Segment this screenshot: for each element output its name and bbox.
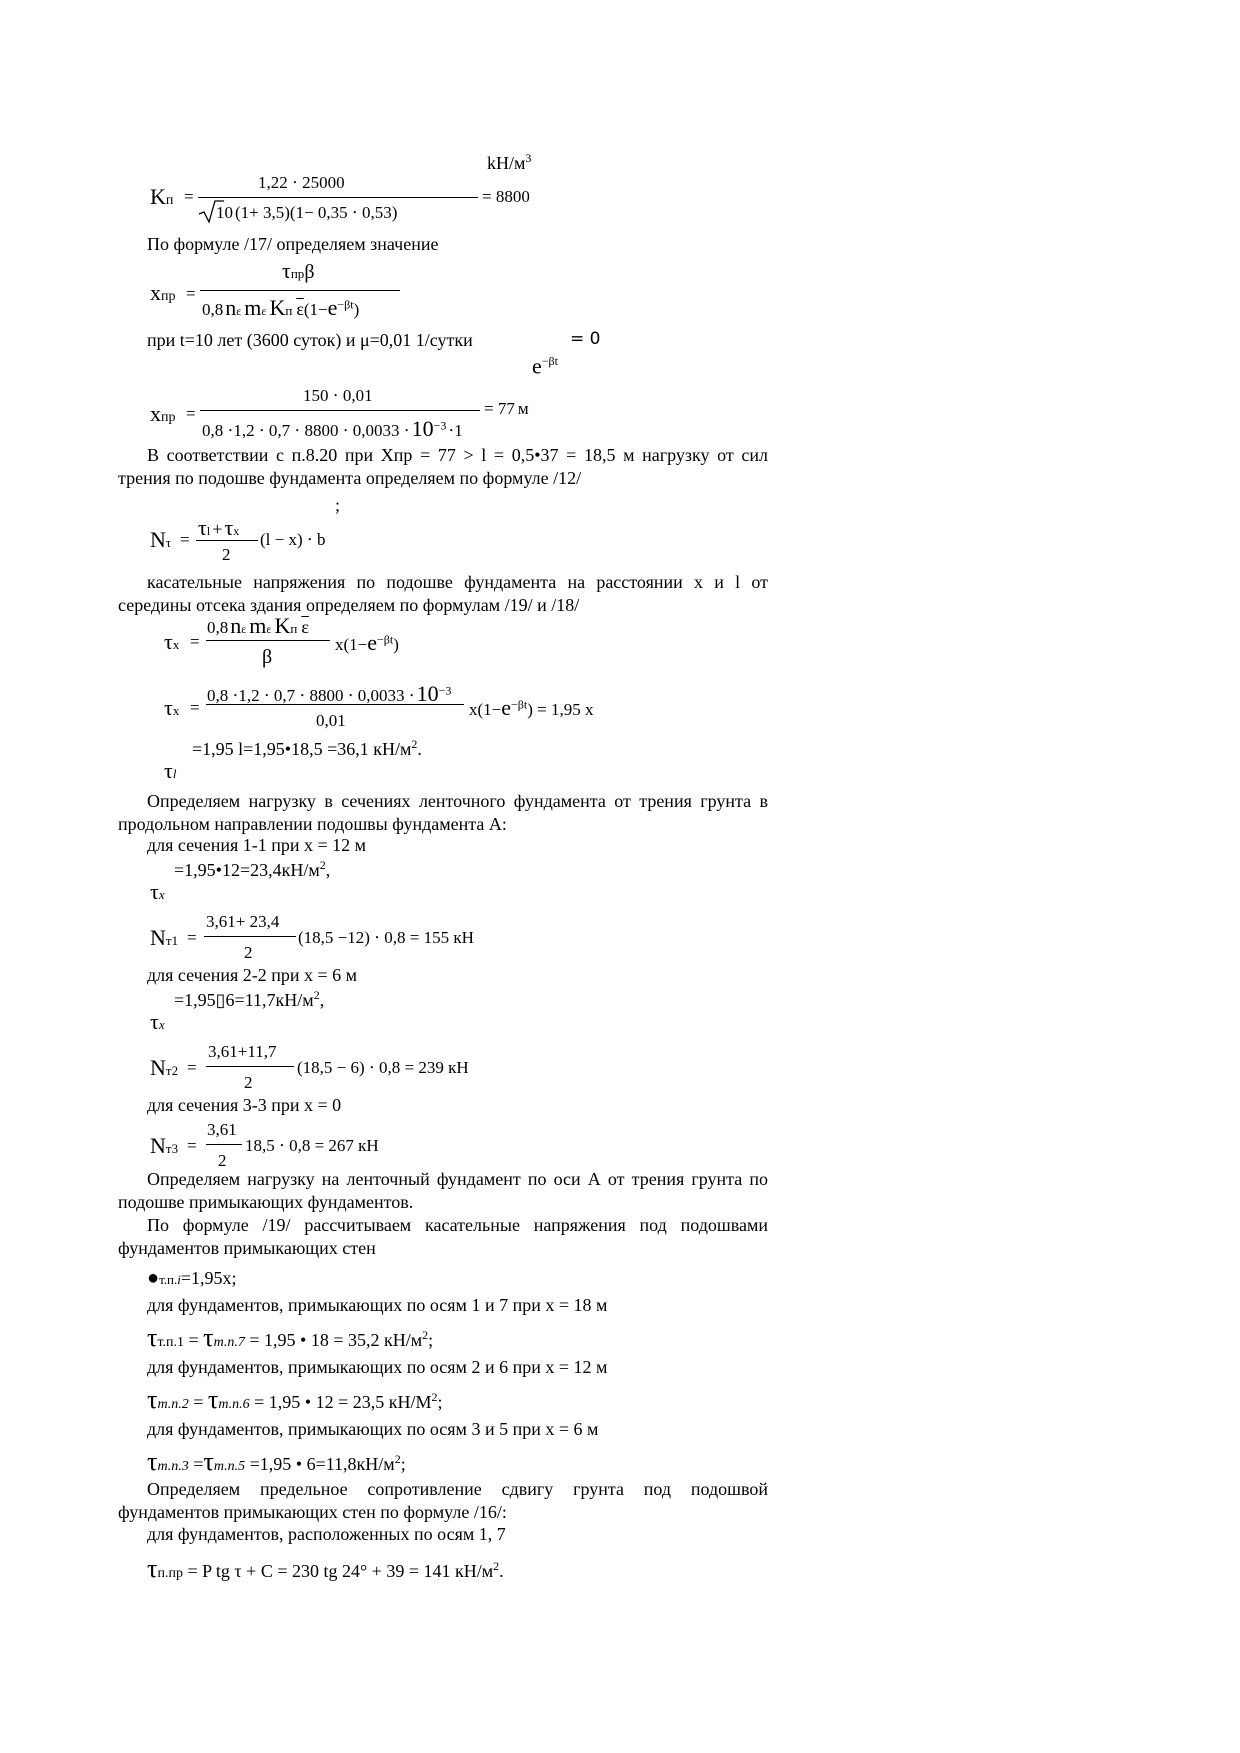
text-adjacent: Определяем нагрузку на ленточный фундамент по оси А от трения грунта по подошве примыкающих фундаментов. [118, 1169, 768, 1212]
taul-symbol: τl [164, 758, 177, 783]
text-formula19: По формуле /19/ рассчитываем касательные напряжения под подошвами фундаментов примыкающих стен [118, 1215, 768, 1258]
text-formula17: По формуле /17/ определяем значение [147, 234, 439, 254]
text-t10: при t=10 лет (3600 суток) и μ=0,01 1/сутки [147, 330, 473, 350]
text-tangential: касательные напряжения по подошве фундамента на расстоянии x и l от середины отсека здания определяем по формулам /19/ и /18/ [118, 572, 768, 615]
ax35-label: для фундаментов, примыкающих по осям 3 и 5 при x = 6 м [147, 1419, 599, 1439]
ax35-formula: τт.п.3 =τт.п.5 =1,95 • $6=11,8кН/м^2$; [147, 1447, 406, 1476]
taul-line: =1,95 l=1,95•18,5 =36,1 $кН/м^2$. [192, 737, 422, 759]
ax26-label: для фундаментов, примыкающих по осям 2 и 6 при x = 12 м [147, 1357, 608, 1377]
tpi-line: ●т.п.i=1,95x; [147, 1267, 237, 1289]
ax17-formula: τт.п.1 = τт.п.7 = 1,95 • 18 = 35,2 $кН/м^2$; [147, 1323, 434, 1352]
text-sections: Определяем нагрузку в сечениях ленточного фундамента от трения грунта в продольном направлении подошвы фундамента А: [118, 791, 768, 834]
e-power-label: $e^{-\beta t}$ [532, 353, 558, 379]
semicolon: ; [335, 495, 341, 515]
text-p820: В соответствии с п.8.20 при Хпр = 77 > l = 0,5•37 = 18,5 м нагрузку от сил трения по подошве фундамента определяем по формуле /12/ [118, 445, 768, 488]
text-limit: Определяем предельное сопротивление сдвигу грунта под подошвой фундаментов примыкающих стен по формуле /16/: [118, 1479, 768, 1522]
ax17-label: для фундаментов, примыкающих по осям 1 и 7 при x = 18 м [147, 1295, 608, 1315]
ax26-formula: τт.п.2 = τт.п.6 = 1,95 • 12 = 23,5 $кН/М^2$; [147, 1385, 443, 1414]
ax17-loc-label: для фундаментов, расположенных по осям 1, 7 [147, 1524, 506, 1544]
eq-zero: = 0 [570, 329, 601, 349]
final-formula: τп.пр = P tg τ + C = 230 tg 24° + 39 = 141 $кН/м^2$. [147, 1554, 504, 1583]
unit-label: $kH/м^3$ [487, 151, 532, 173]
